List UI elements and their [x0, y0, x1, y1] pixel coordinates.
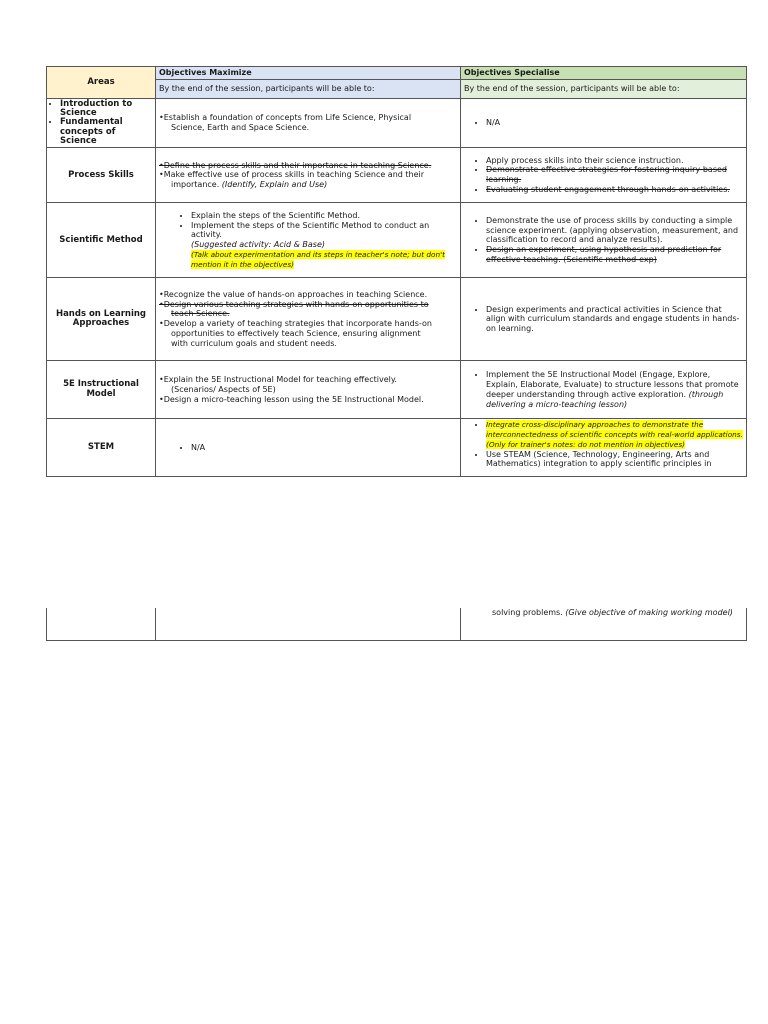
- objective-text: • Evaluating student engagement through hands-on activities.: [486, 185, 743, 195]
- specialise-cell: [461, 148, 747, 203]
- objective-text: • N/A: [486, 118, 743, 128]
- maximize-cell: [156, 361, 461, 419]
- objective-note: (Scenarios/ Aspects of 5E): [171, 384, 276, 394]
- objective-text: • Design an experiment, using hypothesis and prediction for effective teaching. (Scientific method-exp): [486, 245, 743, 265]
- maximize-cell: [156, 203, 461, 278]
- objectives-maximize-header: Objectives Maximize: [156, 67, 461, 80]
- maximize-cell: [156, 278, 461, 361]
- objective-text: •Make effective use of process skills in teaching Science and their: [159, 170, 425, 180]
- area-cell: Process Skills: [47, 148, 156, 203]
- table-row: [47, 148, 747, 203]
- specialise-cell: [461, 203, 747, 278]
- highlighted-note: Integrate cross-disciplinary approaches to demonstrate the interconnectedness of scientific concepts with real-world applications. (Only for trainer's notes: do not mention in objectives): [486, 420, 743, 449]
- area-cell: STEM: [47, 419, 156, 477]
- objective-note: (Suggested activity: Acid & Base): [191, 240, 326, 250]
- objective-note: (Identify, Explain and Use): [221, 180, 328, 190]
- maximize-cell: [156, 148, 461, 203]
- objective-text: • Explain the steps of the Scientific Method.: [191, 211, 457, 221]
- objective-text: • Implement the 5E Instructional Model (Engage, Explore, Explain, Elaborate, Evaluate) to structure lessons that promote deeper understanding through active exploration. (through delivering a micro-teaching lesson): [486, 370, 743, 409]
- continuation-table: [46, 608, 747, 641]
- specialise-cell: [461, 278, 747, 361]
- objective-text: importance.: [171, 180, 220, 190]
- objective-text: • Apply process skills into their science instruction.: [486, 156, 743, 166]
- specialise-cell: [461, 419, 747, 477]
- objective-text: •Design various teaching strategies with hands-on opportunities to: [159, 299, 429, 309]
- area-cell: Hands on Learning Approaches: [47, 278, 156, 361]
- area-cell: [47, 98, 156, 147]
- specialise-cell: [461, 98, 747, 147]
- specialise-intro: By the end of the session, participants will be able to:: [461, 79, 747, 98]
- objective-text: • Demonstrate the use of process skills by conducting a simple science experiment. (applying observation, measurement, and classification to record and analyze results).: [486, 216, 743, 245]
- objective-text: [486, 420, 743, 449]
- table-row: [47, 361, 747, 419]
- objective-text: •Establish a foundation of concepts from Life Science, Physical: [159, 113, 412, 123]
- table-row: [47, 278, 747, 361]
- area-cell: [47, 608, 156, 641]
- objective-text: •Recognize the value of hands-on approaches in teaching Science.: [159, 289, 428, 299]
- table-row: [47, 419, 747, 477]
- table-row: [47, 608, 747, 641]
- objective-text: •Define the process skills and their importance in teaching Science.: [159, 160, 432, 170]
- specialise-cell: [461, 608, 747, 641]
- objective-text: •Develop a variety of teaching strategies that incorporate hands-on: [159, 319, 432, 329]
- objective-text: with curriculum goals and student needs.: [171, 338, 337, 348]
- maximize-cell: [156, 608, 461, 641]
- maximize-cell: [156, 98, 461, 147]
- objective-text: teach Science.: [171, 309, 230, 319]
- area-item: • Introduction to Science: [60, 100, 152, 119]
- objective-note: (through delivering a micro-teaching lesson): [486, 389, 724, 409]
- objective-text: • Use STEAM (Science, Technology, Engineering, Arts and Mathematics) integration to apply scientific principles in: [486, 450, 743, 470]
- objective-text: Science, Earth and Space Science.: [171, 123, 310, 133]
- objective-text: •Explain the 5E Instructional Model for teaching effectively.: [159, 375, 397, 385]
- areas-header: Areas: [47, 67, 156, 99]
- objectives-specialise-header: Objectives Specialise: [461, 67, 747, 80]
- maximize-intro: By the end of the session, participants will be able to:: [156, 79, 461, 98]
- table-row: [47, 98, 747, 147]
- specialise-cell: [461, 361, 747, 419]
- objective-text: • Implement the steps of the Scientific Method to conduct an activity. (Suggested activity: Acid & Base) (Talk about experimentation and its steps in teacher's note; but don't mention it in the objectives): [191, 221, 457, 270]
- objective-text: • Design experiments and practical activities in Science that align with curriculum standards and engage students in hands-on learning.: [486, 305, 743, 334]
- objectives-table: [46, 66, 747, 477]
- table-row: [47, 203, 747, 278]
- objective-text: opportunities to effectively teach Science, ensuring alignment: [171, 329, 421, 339]
- area-cell: Scientific Method: [47, 203, 156, 278]
- highlighted-note: (Talk about experimentation and its steps in teacher's note; but don't mention it in the objectives): [191, 250, 446, 269]
- area-cell: 5E Instructional Model: [47, 361, 156, 419]
- objective-text: • N/A: [191, 443, 457, 453]
- area-item: • Fundamental concepts of Science: [60, 118, 152, 146]
- objective-text: •Design a micro-teaching lesson using the 5E Instructional Model.: [159, 394, 424, 404]
- objective-text: solving problems.: [492, 608, 563, 617]
- maximize-cell: [156, 419, 461, 477]
- objective-note: (Give objective of making working model): [565, 608, 733, 617]
- objective-text: • Demonstrate effective strategies for fostering inquiry-based learning.: [486, 165, 743, 185]
